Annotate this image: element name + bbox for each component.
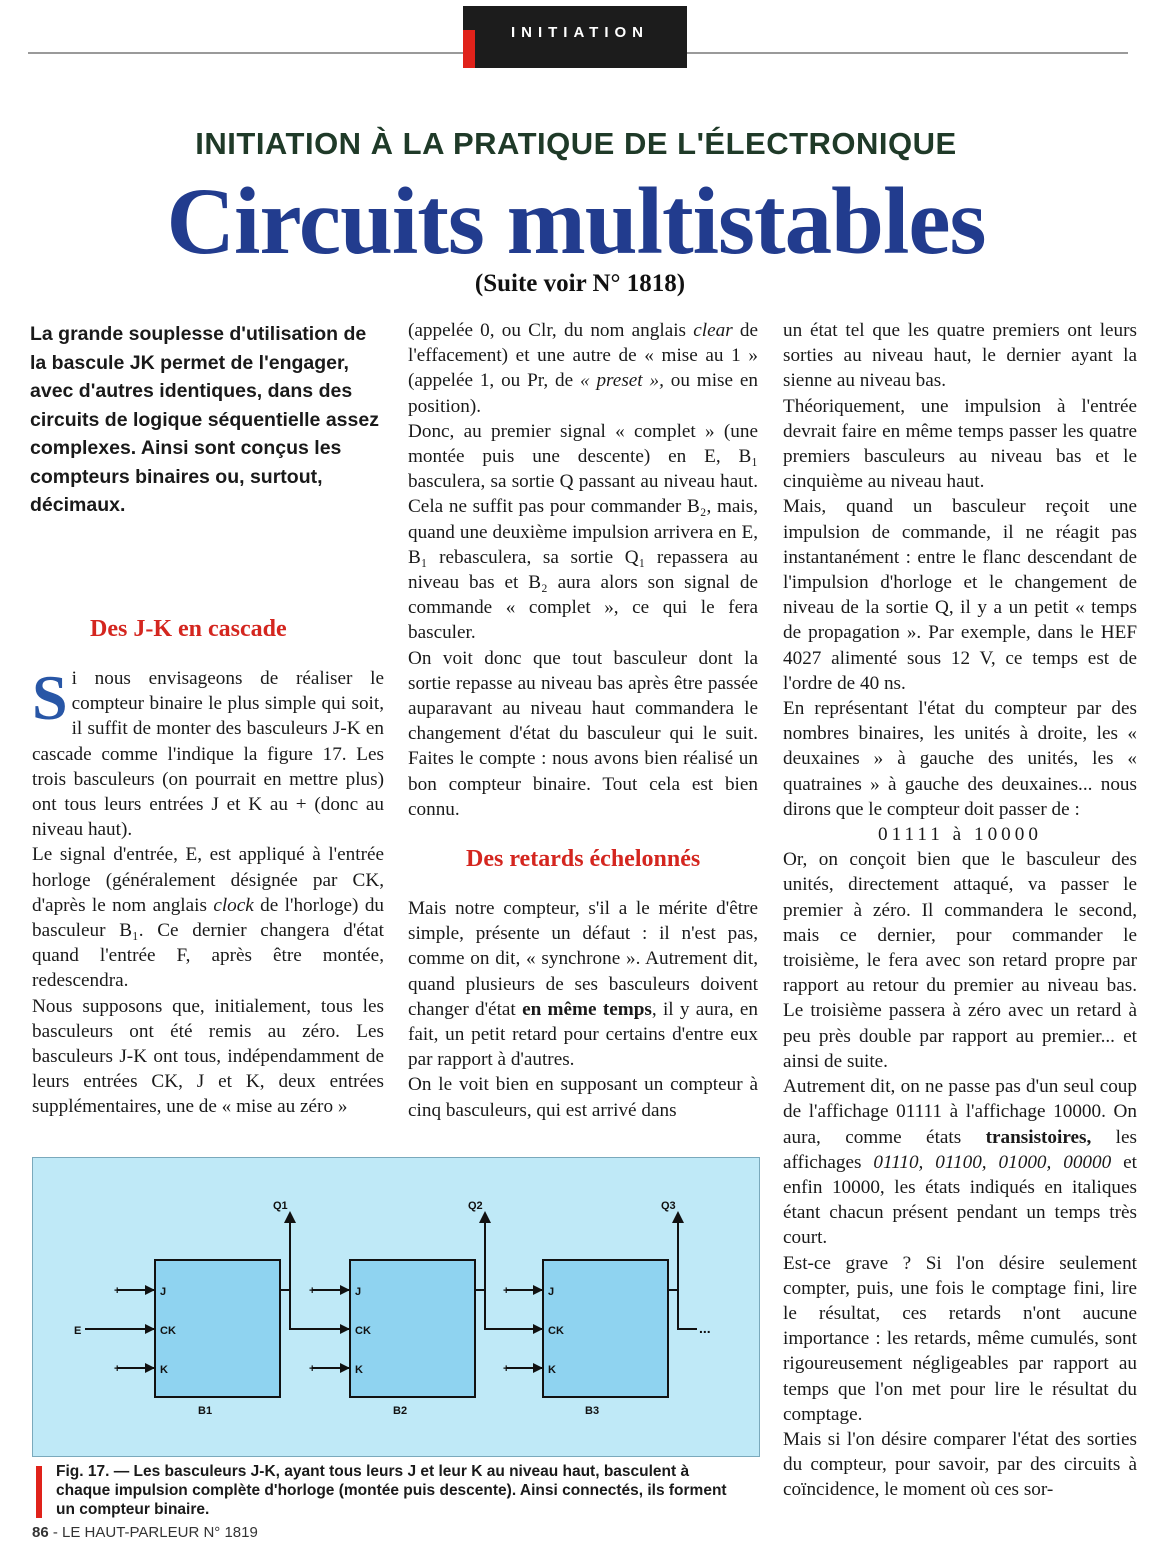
- magazine-name: - LE HAUT-PARLEUR N° 1819: [48, 1524, 258, 1541]
- kicker: INITIATION À LA PRATIQUE DE L'ÉLECTRONIQUE: [195, 126, 957, 161]
- caption-accent: [36, 1466, 42, 1518]
- paragraph: [408, 318, 758, 419]
- text: i nous envisageons de réaliser le compteur binaire le plus simple qui soit, il suffit de monter des basculeurs J-K en cascade comme l'indique la figure 17. Les trois basculeurs (on pourrait en mettre plus) ont tous leurs entrées J et K au + (donc au niveau haut).: [32, 668, 384, 841]
- text: (appelée 0, ou Clr, du nom anglais: [408, 320, 694, 341]
- paragraph: [783, 1074, 1137, 1250]
- page-footer: [32, 1524, 258, 1541]
- pin-j-label: J: [548, 1286, 555, 1298]
- article-title: Circuits multistables: [166, 168, 986, 274]
- block-b1-label: B1: [198, 1405, 213, 1417]
- section-tab-accent: [463, 30, 475, 68]
- suite-note: (Suite voir N° 1818): [474, 270, 686, 297]
- paragraph: En représentant l'état du compteur par des nombres binaires, les unités à droite, les « deuxaines » à gauche des unités, les « quatraines » à gauche des deuxaines... nous dirons que le compteur doit passer de :: [783, 698, 1137, 820]
- pin-ck-label: CK: [355, 1325, 371, 1337]
- paragraph: Donc, au premier signal « complet » (une montée puis une descente) en E, B₁ basculera, sa sortie Q passant au niveau haut. Cela ne suffit pas pour commander B₂, mais, quand une deuxième impulsion arrivera en E, B₁ rebasculera, sa sortie Q₁ repassera au niveau bas et B₂ aura alors son signal de commande « complet », ce qui le fera basculer.: [408, 420, 758, 644]
- text: de l'horloge) du basculeur B₁. Ce dernier changera d'état quand l'entrée F, après être montée, redescendra.: [32, 894, 385, 992]
- text-italic: clear: [693, 320, 733, 341]
- output-q3-label: Q3: [661, 1200, 676, 1212]
- column-1: [32, 662, 385, 1120]
- block-b3-label: B3: [585, 1405, 600, 1417]
- text: les affichages: [783, 1126, 1137, 1173]
- paragraph: Mais si l'on désire comparer l'état des sorties du compteur, pour savoir, par des circuits à coïncidence, le moment où ces sor-: [783, 1428, 1137, 1501]
- text-italic: 01110, 01100, 01000, 00000: [873, 1151, 1112, 1173]
- text: ou mise en position).: [408, 370, 758, 417]
- paragraph: [32, 662, 384, 842]
- pin-j-label: J: [355, 1286, 362, 1298]
- text: , il y aura, en fait, un petit retard pour certains d'entre eux par rapport à d'autres.: [408, 998, 758, 1071]
- text-italic: « preset »,: [580, 370, 664, 392]
- output-q2-label: Q2: [468, 1200, 483, 1212]
- section-heading-cascade: Des J-K en cascade: [90, 616, 287, 642]
- binary-formula: 01111 à 10000: [878, 824, 1042, 846]
- paragraph: Or, on conçoit bien que le basculeur des unités, directement attaqué, va passer le premier à zéro. Il commandera le second, mais ce dernier, pour commander le troisième, le fera avec son retard propre par rapport au retour du premier au niveau bas. Le troisième passera à zéro avec un retard à peu près double par rapport au premier... et ainsi de suite.: [783, 849, 1137, 1072]
- pin-k-label: K: [160, 1364, 168, 1376]
- section-tab-label: INITIATION: [510, 24, 650, 41]
- text: Autrement dit, on ne passe pas d'un seul coup de l'affichage 01111 à l'affichage 10000. On aura, comme états: [783, 1076, 1137, 1148]
- lead-paragraph: La grande souplesse d'utilisation de la bascule JK permet de l'engager, avec d'autres identiques, dans des circuits de logique séquentielle assez complexes. Ainsi sont conçus les compteurs binaires ou, surtout, décimaux.: [30, 323, 379, 516]
- input-e-label: E: [74, 1325, 82, 1337]
- paragraph: [32, 842, 384, 993]
- paragraph: [408, 896, 758, 1072]
- text: de l'effacement) et une autre de « mise au 1 » (appelée 1, ou Pr, de: [408, 320, 758, 392]
- text-bold: en même temps: [522, 998, 652, 1020]
- block-b2-label: B2: [393, 1405, 408, 1417]
- drop-cap: S: [32, 662, 68, 733]
- pin-j-label: J: [160, 1286, 167, 1298]
- paragraph: un état tel que les quatre premiers ont leurs sorties au niveau haut, le dernier ayant la sienne au niveau bas.: [783, 320, 1137, 392]
- plus-label: +: [503, 1285, 510, 1297]
- plus-label: +: [309, 1285, 316, 1297]
- figure-17-schematic: [32, 1157, 758, 1455]
- output-q1-label: Q1: [273, 1200, 288, 1212]
- pin-k-label: K: [355, 1364, 363, 1376]
- paragraph: On le voit bien en supposant un compteur à cinq basculeurs, qui est arrivé dans: [408, 1074, 758, 1121]
- page-number: 86: [32, 1524, 49, 1541]
- pin-k-label: K: [548, 1364, 556, 1376]
- continuation-dots: ...: [699, 1320, 711, 1336]
- pin-ck-label: CK: [160, 1325, 176, 1337]
- section-heading-retards: Des retards échelonnés: [466, 846, 701, 872]
- paragraph: Nous supposons que, initialement, tous les basculeurs ont été remis au zéro. Les basculeurs J-K ont tous, indépendamment de leurs entrées CK, J et K, deux entrées supplémentaires, une de « mise au zéro »: [32, 995, 384, 1118]
- column-2: [408, 318, 758, 822]
- plus-label: +: [114, 1285, 121, 1297]
- plus-label: +: [309, 1363, 316, 1375]
- plus-label: +: [503, 1363, 510, 1375]
- text: et enfin 10000, les états indiqués en italiques étant chacun présent pendant un temps très court.: [783, 1151, 1137, 1249]
- text: Le signal d'entrée, E, est appliqué à l'entrée horloge (généralement désignée par CK, d'après le nom anglais: [32, 844, 384, 916]
- paragraph: Est-ce grave ? Si l'on désire seulement compter, puis, une fois le comptage fini, lire le résultat, ces retards n'ont aucune importance : les retards, même cumulés, sont rigoureusement négligeables par rapport au temps que l'on met pour lire le résultat du comptage.: [783, 1252, 1137, 1425]
- paragraph: Mais, quand un basculeur reçoit une impulsion de commande, il ne réagit pas instantanément : entre le flanc descendant de l'impulsion d'horloge et le changement de niveau de la sortie Q, il y a un petit « temps de propagation ». Par exemple, dans le HEF 4027 alimenté sous 12 V, ce temps est de l'ordre de 40 ns.: [783, 496, 1137, 694]
- pin-ck-label: CK: [548, 1325, 564, 1337]
- text-bold: transistoires,: [985, 1126, 1092, 1148]
- text-italic: clock: [213, 894, 254, 916]
- column-2-continued: [408, 896, 758, 1123]
- paragraph: On voit donc que tout basculeur dont la sortie repasse au niveau bas après être passée auparavant au niveau haut commandera le changement d'état du basculeur qui le suit. Faites le compte : nous avons bien réalisé un bon compteur binaire. Tout cela est bien connu.: [408, 647, 758, 820]
- plus-label: +: [114, 1363, 121, 1375]
- column-3: [783, 318, 1137, 1503]
- paragraph: Théoriquement, une impulsion à l'entrée devrait faire en même temps passer les quatre premiers basculeurs au niveau bas et le cinquième au niveau haut.: [783, 395, 1137, 493]
- text: Mais notre compteur, s'il a le mérite d'être simple, présente un défaut : il n'est pas, comme on dit, « synchrone ». Autrement dit, quand plusieurs de ses basculeurs doivent changer d'état: [408, 898, 758, 1020]
- figure-caption: Fig. 17. — Les basculeurs J-K, ayant tous leurs J et leur K au niveau haut, basculent à chaque impulsion complète d'horloge (montée puis descente). Ainsi connectés, ils forment un compteur binaire.: [56, 1463, 727, 1518]
